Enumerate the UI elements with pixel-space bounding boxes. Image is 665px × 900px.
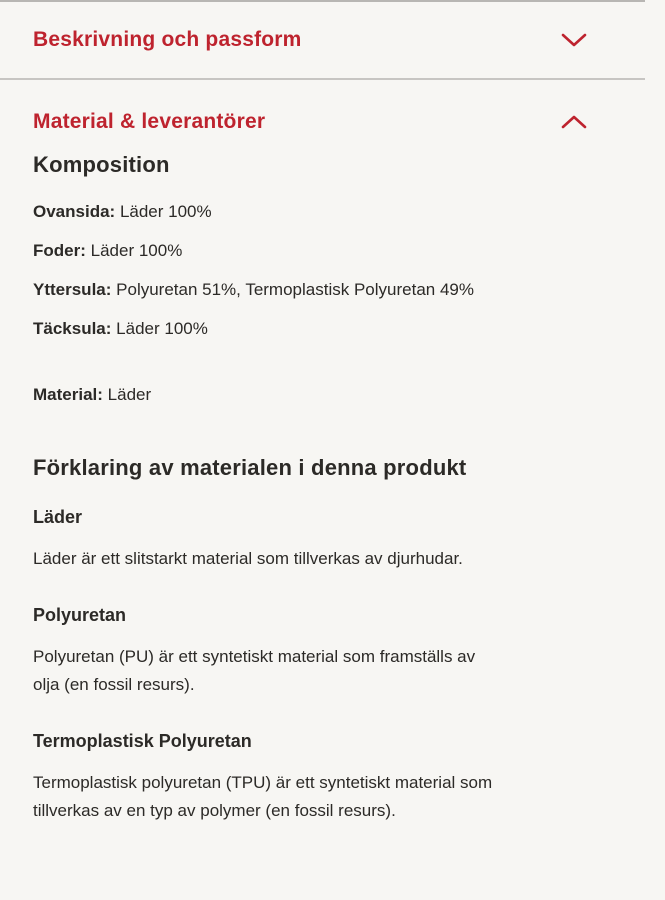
composition-row-tacksula bbox=[33, 315, 488, 343]
material-explanation-polyuretan bbox=[33, 605, 565, 699]
accordion-header-material[interactable] bbox=[0, 80, 665, 144]
material-description: Polyuretan (PU) är ett syntetiskt material som framställs av olja (en fossil resurs). bbox=[33, 647, 476, 694]
composition-value: Läder 100% bbox=[116, 319, 208, 338]
composition-label: Foder: bbox=[33, 241, 86, 260]
material-explanation-lader bbox=[33, 507, 565, 573]
accordion-header-description[interactable] bbox=[0, 2, 665, 78]
material-row bbox=[33, 381, 565, 409]
composition-value: Polyuretan 51%, Termoplastisk Polyuretan 49% bbox=[116, 280, 474, 299]
material-label: Material: bbox=[33, 385, 103, 404]
composition-value: Läder 100% bbox=[119, 202, 212, 221]
composition-label: Ovansida: bbox=[33, 202, 116, 221]
accordion-title-material: Material & leverantörer bbox=[33, 110, 266, 133]
explanation-heading: Förklaring av materialen i denna produkt bbox=[33, 455, 467, 480]
material-name: Läder bbox=[33, 507, 83, 527]
composition-heading: Komposition bbox=[33, 152, 170, 177]
composition-row-ovansida bbox=[33, 198, 488, 226]
material-value: Läder bbox=[107, 385, 152, 404]
material-explanation-termoplastisk bbox=[33, 731, 565, 825]
chevron-down-icon bbox=[561, 33, 587, 47]
composition-row-foder bbox=[33, 237, 488, 265]
accordion-title-description: Beskrivning och passform bbox=[33, 28, 302, 51]
material-name: Termoplastisk Polyuretan bbox=[33, 731, 252, 751]
composition-label: Yttersula: bbox=[33, 280, 112, 299]
composition-label: Täcksula: bbox=[33, 319, 112, 338]
material-description: Termoplastisk polyuretan (TPU) är ett syntetiskt material som tillverkas av en typ av polymer (en fossil resurs). bbox=[33, 773, 493, 820]
material-description: Läder är ett slitstarkt material som tillverkas av djurhudar. bbox=[33, 549, 463, 568]
material-name: Polyuretan bbox=[33, 605, 127, 625]
material-panel bbox=[0, 144, 665, 825]
composition-row-yttersula bbox=[33, 276, 488, 304]
composition-value: Läder 100% bbox=[90, 241, 183, 260]
chevron-up-icon bbox=[561, 115, 587, 129]
